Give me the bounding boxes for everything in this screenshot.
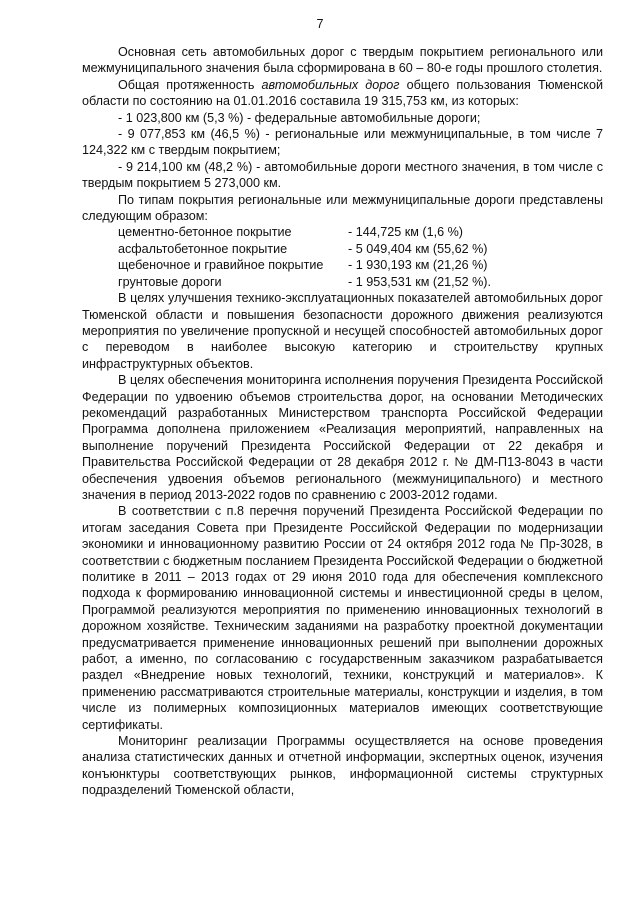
paragraph-coverage-intro: По типам покрытия региональные или межмуниципальные дороги представлены следующим образом: (82, 192, 603, 224)
coverage-row (82, 274, 603, 290)
paragraph-improvement-measures: В целях улучшения технико-эксплуатационных показателей автомобильных дорог Тюменской области и повышения безопасности дорожного движения реализуются мероприятия по увеличение пропускной и несущей способностей автомобильных дорог с переводом в наиболее высокую категорию и строительству крупных инфраструктурных объектов. (82, 291, 603, 371)
paragraph-innovation-technologies: В соответствии с п.8 перечня поручений Президента Российской Федерации по итогам заседания Совета при Президенте Российской Федерации по модернизации экономики и инновационному развитию России от 24 октября 2012 года № Пр-3028, в соответствии с бюджетным посланием Президента Российской Федерации о бюджетной политике в 2011 – 2013 годах от 29 июня 2010 года для обеспечения комплексного подхода к формированию инновационной системы и инвестиционной среды в целом, Программой реализуются мероприятия по применению инновационных технологий в дорожном хозяйстве. Техническим заданиями на разработку проектной документации предусматривается применение инновационных решений при выполнении дорожных работ, а именно, по согласованию с государственным заказчиком разрабатывается раздел «Внедрение новых технологий, техники, конструкций и материалов». К применению рассматриваются строительные материалы, конструкции и изделия, в том числе из полимерных композиционных материалов имеющих соответствующие сертификаты. (82, 504, 603, 732)
paragraph-road-network-history: Основная сеть автомобильных дорог с твердым покрытием регионального или межмуниципального значения была сформирована в 60 – 80-е годы прошлого столетия. (82, 45, 603, 76)
coverage-value: - 1 930,193 км (21,26 %) (348, 258, 488, 273)
list-item-regional: - 9 077,853 км (46,5 %) - региональные или межмуниципальные, в том числе 7 124,322 км с твердым покрытием; (82, 127, 603, 158)
coverage-value: - 5 049,404 км (55,62 %) (348, 241, 488, 256)
list-item-federal: - 1 023,800 км (5,3 %) - федеральные автомобильные дороги; (118, 110, 481, 125)
coverage-row (82, 241, 603, 257)
coverage-value: - 1 953,531 км (21,52 %). (348, 274, 491, 289)
coverage-type: асфальтобетонное покрытие (118, 241, 288, 256)
coverage-row (82, 257, 603, 273)
coverage-row (82, 224, 603, 240)
coverage-type: щебеночное и гравийное покрытие (118, 258, 324, 273)
text-run: общего пользования Тюменской области по состоянию на 01.01.2016 составила 19 315,753 км, из которых: (82, 77, 603, 109)
paragraph-monitoring-president-order: В целях обеспечения мониторинга исполнения поручения Президента Российской Федерации по удвоению объемов строительства дорог, на основании Методических рекомендаций разработанных Министерством транспорта Российской Федерации Программа дополнена приложением «Реализация мероприятий, направленных на выполнение поручений Президента Российской Федерации от 22 декабря и Правительства Российской Федерации от 28 декабря 2012 г. № ДМ-П13-8043 в части обеспечения удвоения объемов регионального (межмуниципального) и местного значения в период 2013-2022 годов по сравнению с 2003-2012 годами. (82, 373, 603, 502)
coverage-value: - 144,725 км (1,6 %) (348, 225, 463, 240)
coverage-table (82, 224, 603, 290)
paragraph-total-length (82, 77, 603, 110)
document-body (82, 44, 603, 799)
coverage-type: грунтовые дороги (118, 274, 222, 289)
coverage-type: цементно-бетонное покрытие (118, 225, 292, 240)
text-run: Общая протяженность (118, 77, 262, 92)
italic-term: автомобильных дорог (261, 77, 400, 92)
paragraph-program-monitoring: Мониторинг реализации Программы осуществляется на основе проведения анализа статистических данных и отчетной информации, экспертных оценок, изучения конъюнктуры соответствующих рынков, информационной системы структурных подразделений Тюменской области, (82, 734, 603, 798)
page-number: 7 (316, 17, 324, 31)
list-item-local: - 9 214,100 км (48,2 %) - автомобильные дороги местного значения, в том числе с твердым покрытием 5 273,000 км. (82, 159, 603, 191)
